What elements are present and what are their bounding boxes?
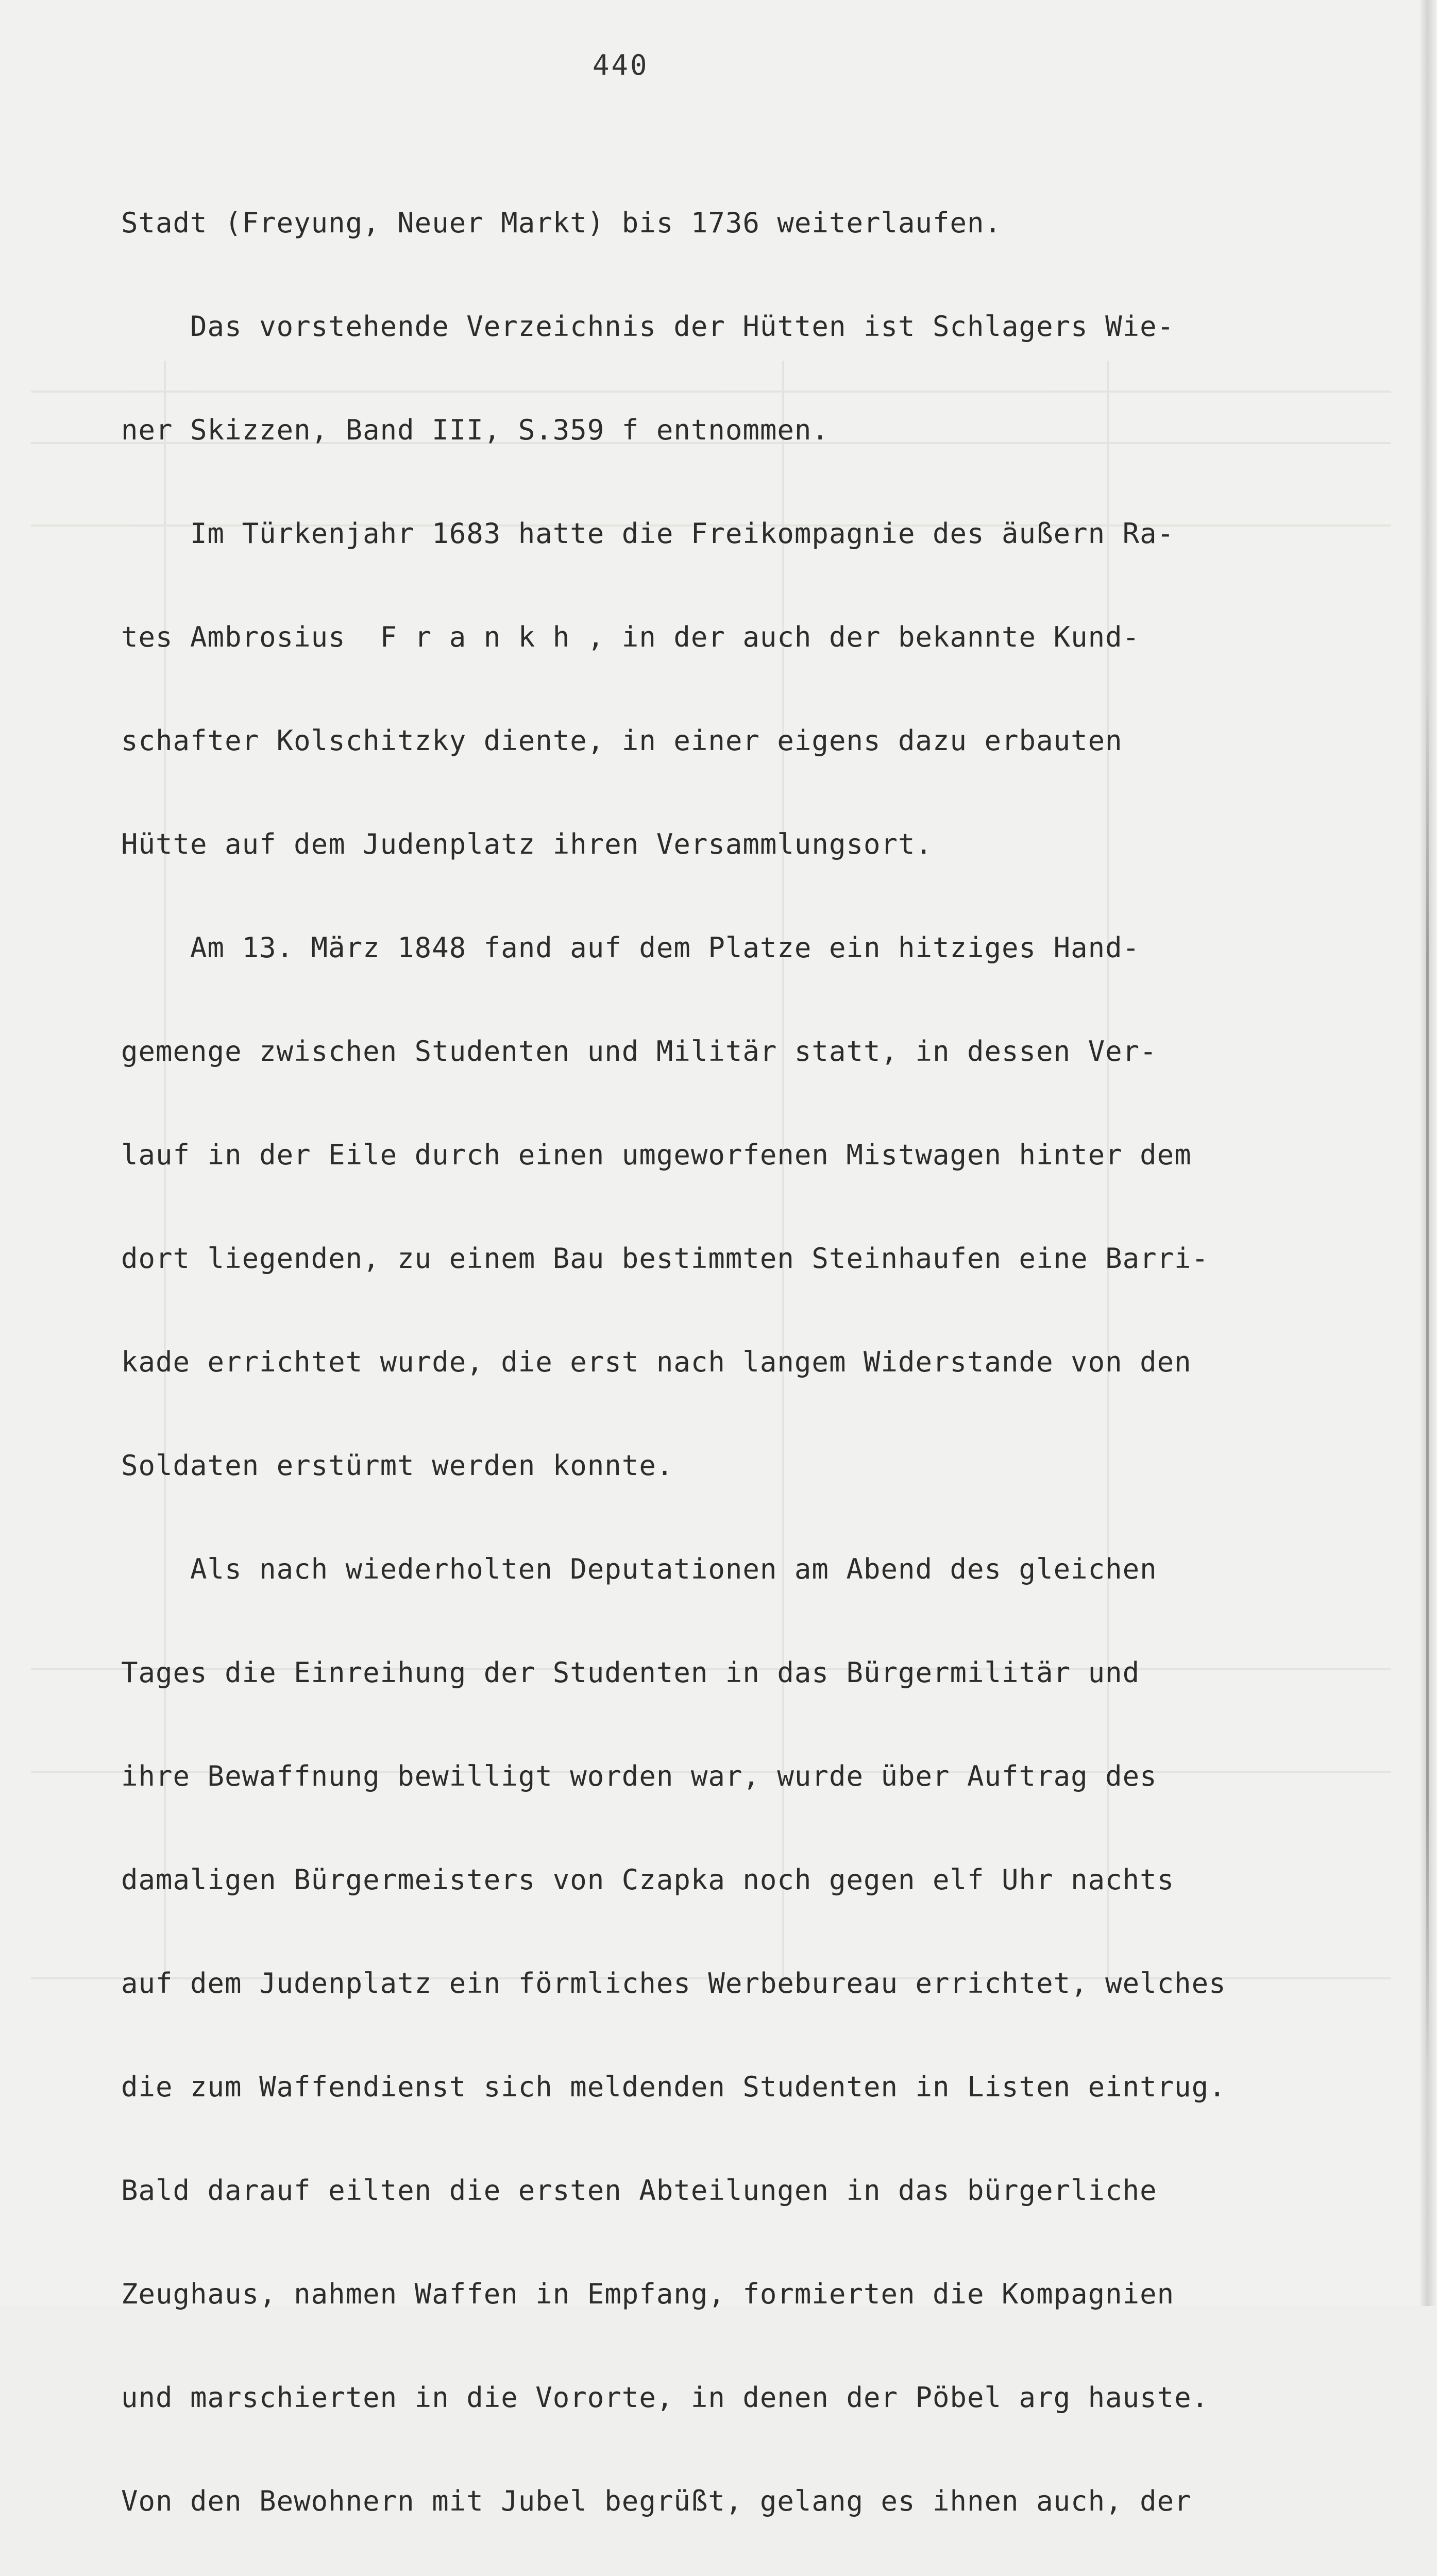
text-line: die zum Waffendienst sich meldenden Studenten in Listen eintrug. [121,2071,1226,2103]
text-line: tes Ambrosius F r a n k h , in der auch der bekannte Kund- [121,621,1140,653]
page-edge-shadow [1426,680,1429,2071]
text-line: und marschierten in die Vororte, in denen der Pöbel arg hauste. [121,2381,1209,2414]
text-line: dort liegenden, zu einem Bau bestimmten Steinhaufen eine Barri- [121,1242,1209,1275]
text-line: Von den Bewohnern mit Jubel begrüßt, gelang es ihnen auch, der [121,2485,1192,2517]
text-line: Tages die Einreihung der Studenten in das Bürgermilitär und [121,1656,1140,1689]
text-line: Soldaten erstürmt werden konnte. [121,1449,674,1482]
text-line: schafter Kolschitzky diente, in einer eigens dazu erbauten [121,724,1123,757]
text-line: Bald darauf eilten die ersten Abteilungen in das bürgerliche [121,2174,1157,2207]
text-line: Als nach wiederholten Deputationen am Abend des gleichen [121,1553,1157,1585]
text-line: Im Türkenjahr 1683 hatte die Freikompagnie des äußern Ra- [121,517,1175,550]
text-line: Das vorstehende Verzeichnis der Hütten ist Schlagers Wie- [121,310,1175,343]
text-line: Stadt (Freyung, Neuer Markt) bis 1736 weiterlaufen. [121,207,1002,239]
text-line: damaligen Bürgermeisters von Czapka noch gegen elf Uhr nachts [121,1863,1175,1896]
text-line: gemenge zwischen Studenten und Militär statt, in dessen Ver- [121,1035,1157,1067]
text-line: Am 13. März 1848 fand auf dem Platze ein hitziges Hand- [121,931,1140,964]
text-line: ner Skizzen, Band III, S.359 f entnommen. [121,414,829,446]
body-text [121,137,1419,2576]
text-line: Zeughaus, nahmen Waffen in Empfang, formierten die Kompagnien [121,2278,1175,2310]
text-line: Hütte auf dem Judenplatz ihren Versammlungsort. [121,828,933,860]
text-line: ihre Bewaffnung bewilligt worden war, wurde über Auftrag des [121,1760,1157,1792]
page-number: 440 [593,49,649,81]
text-line: auf dem Judenplatz ein förmliches Werbebureau errichtet, welches [121,1967,1226,1999]
text-line: kade errichtet wurde, die erst nach langem Widerstande von den [121,1346,1192,1378]
text-line: lauf in der Eile durch einen umgeworfenen Mistwagen hinter dem [121,1139,1192,1171]
